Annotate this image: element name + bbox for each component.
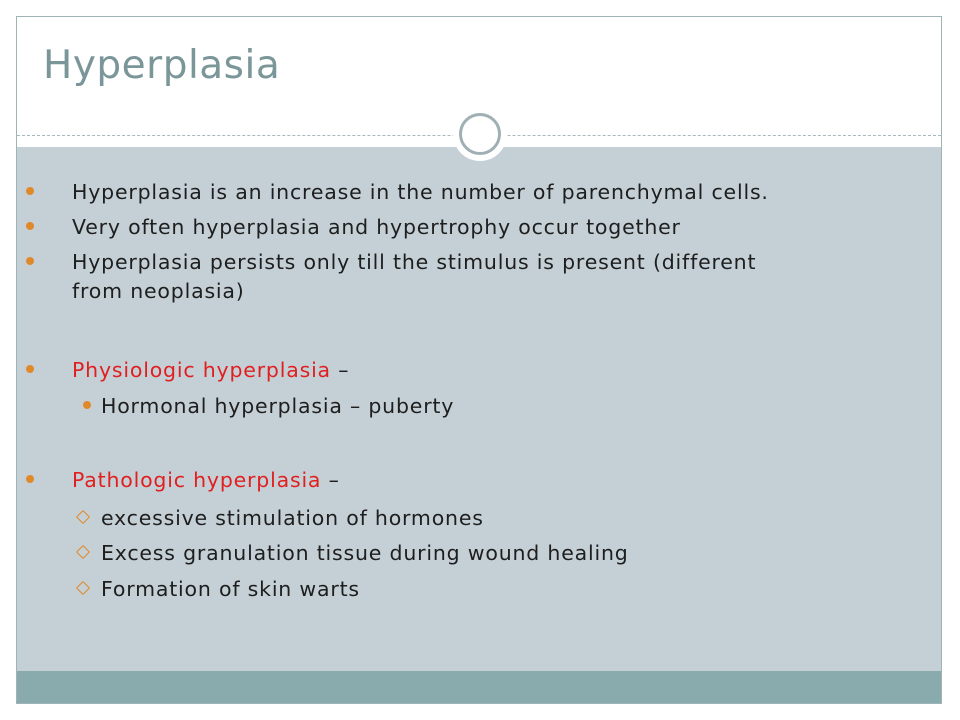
bullet-dot-icon	[26, 365, 34, 373]
diamond-bullet-icon	[76, 510, 90, 524]
bullet-dot-icon	[26, 475, 34, 483]
diamond-bullet-icon	[76, 545, 90, 559]
physiologic-dash: –	[330, 358, 350, 382]
physiologic-heading: Physiologic hyperplasia	[72, 358, 331, 382]
bullet-dot-icon	[26, 222, 34, 230]
pathologic-heading-row	[72, 465, 340, 495]
slide-title: Hyperplasia	[43, 43, 281, 88]
sub-bullet-dot-icon	[83, 401, 91, 409]
pathologic-sub-item: Excess granulation tissue during wound healing	[101, 541, 629, 565]
bullet-item-continuation: from neoplasia)	[72, 279, 245, 303]
bullet-list	[17, 17, 941, 703]
bullet-item: Hyperplasia persists only till the stimulus is present (different	[72, 250, 757, 274]
pathologic-dash: –	[321, 468, 340, 492]
bullet-item: Hyperplasia is an increase in the number of parenchymal cells.	[72, 180, 769, 204]
pathologic-sub-item: Formation of skin warts	[101, 577, 360, 601]
bullet-dot-icon	[26, 257, 34, 265]
diamond-bullet-icon	[76, 581, 90, 595]
physiologic-heading-row	[72, 355, 349, 385]
slide-frame	[16, 16, 942, 704]
bullet-item: Very often hyperplasia and hypertrophy occur together	[72, 215, 681, 239]
pathologic-heading: Pathologic hyperplasia	[72, 468, 322, 492]
physiologic-sub-item: Hormonal hyperplasia – puberty	[101, 394, 455, 418]
bullet-dot-icon	[26, 187, 34, 195]
pathologic-sub-item: excessive stimulation of hormones	[101, 506, 484, 530]
